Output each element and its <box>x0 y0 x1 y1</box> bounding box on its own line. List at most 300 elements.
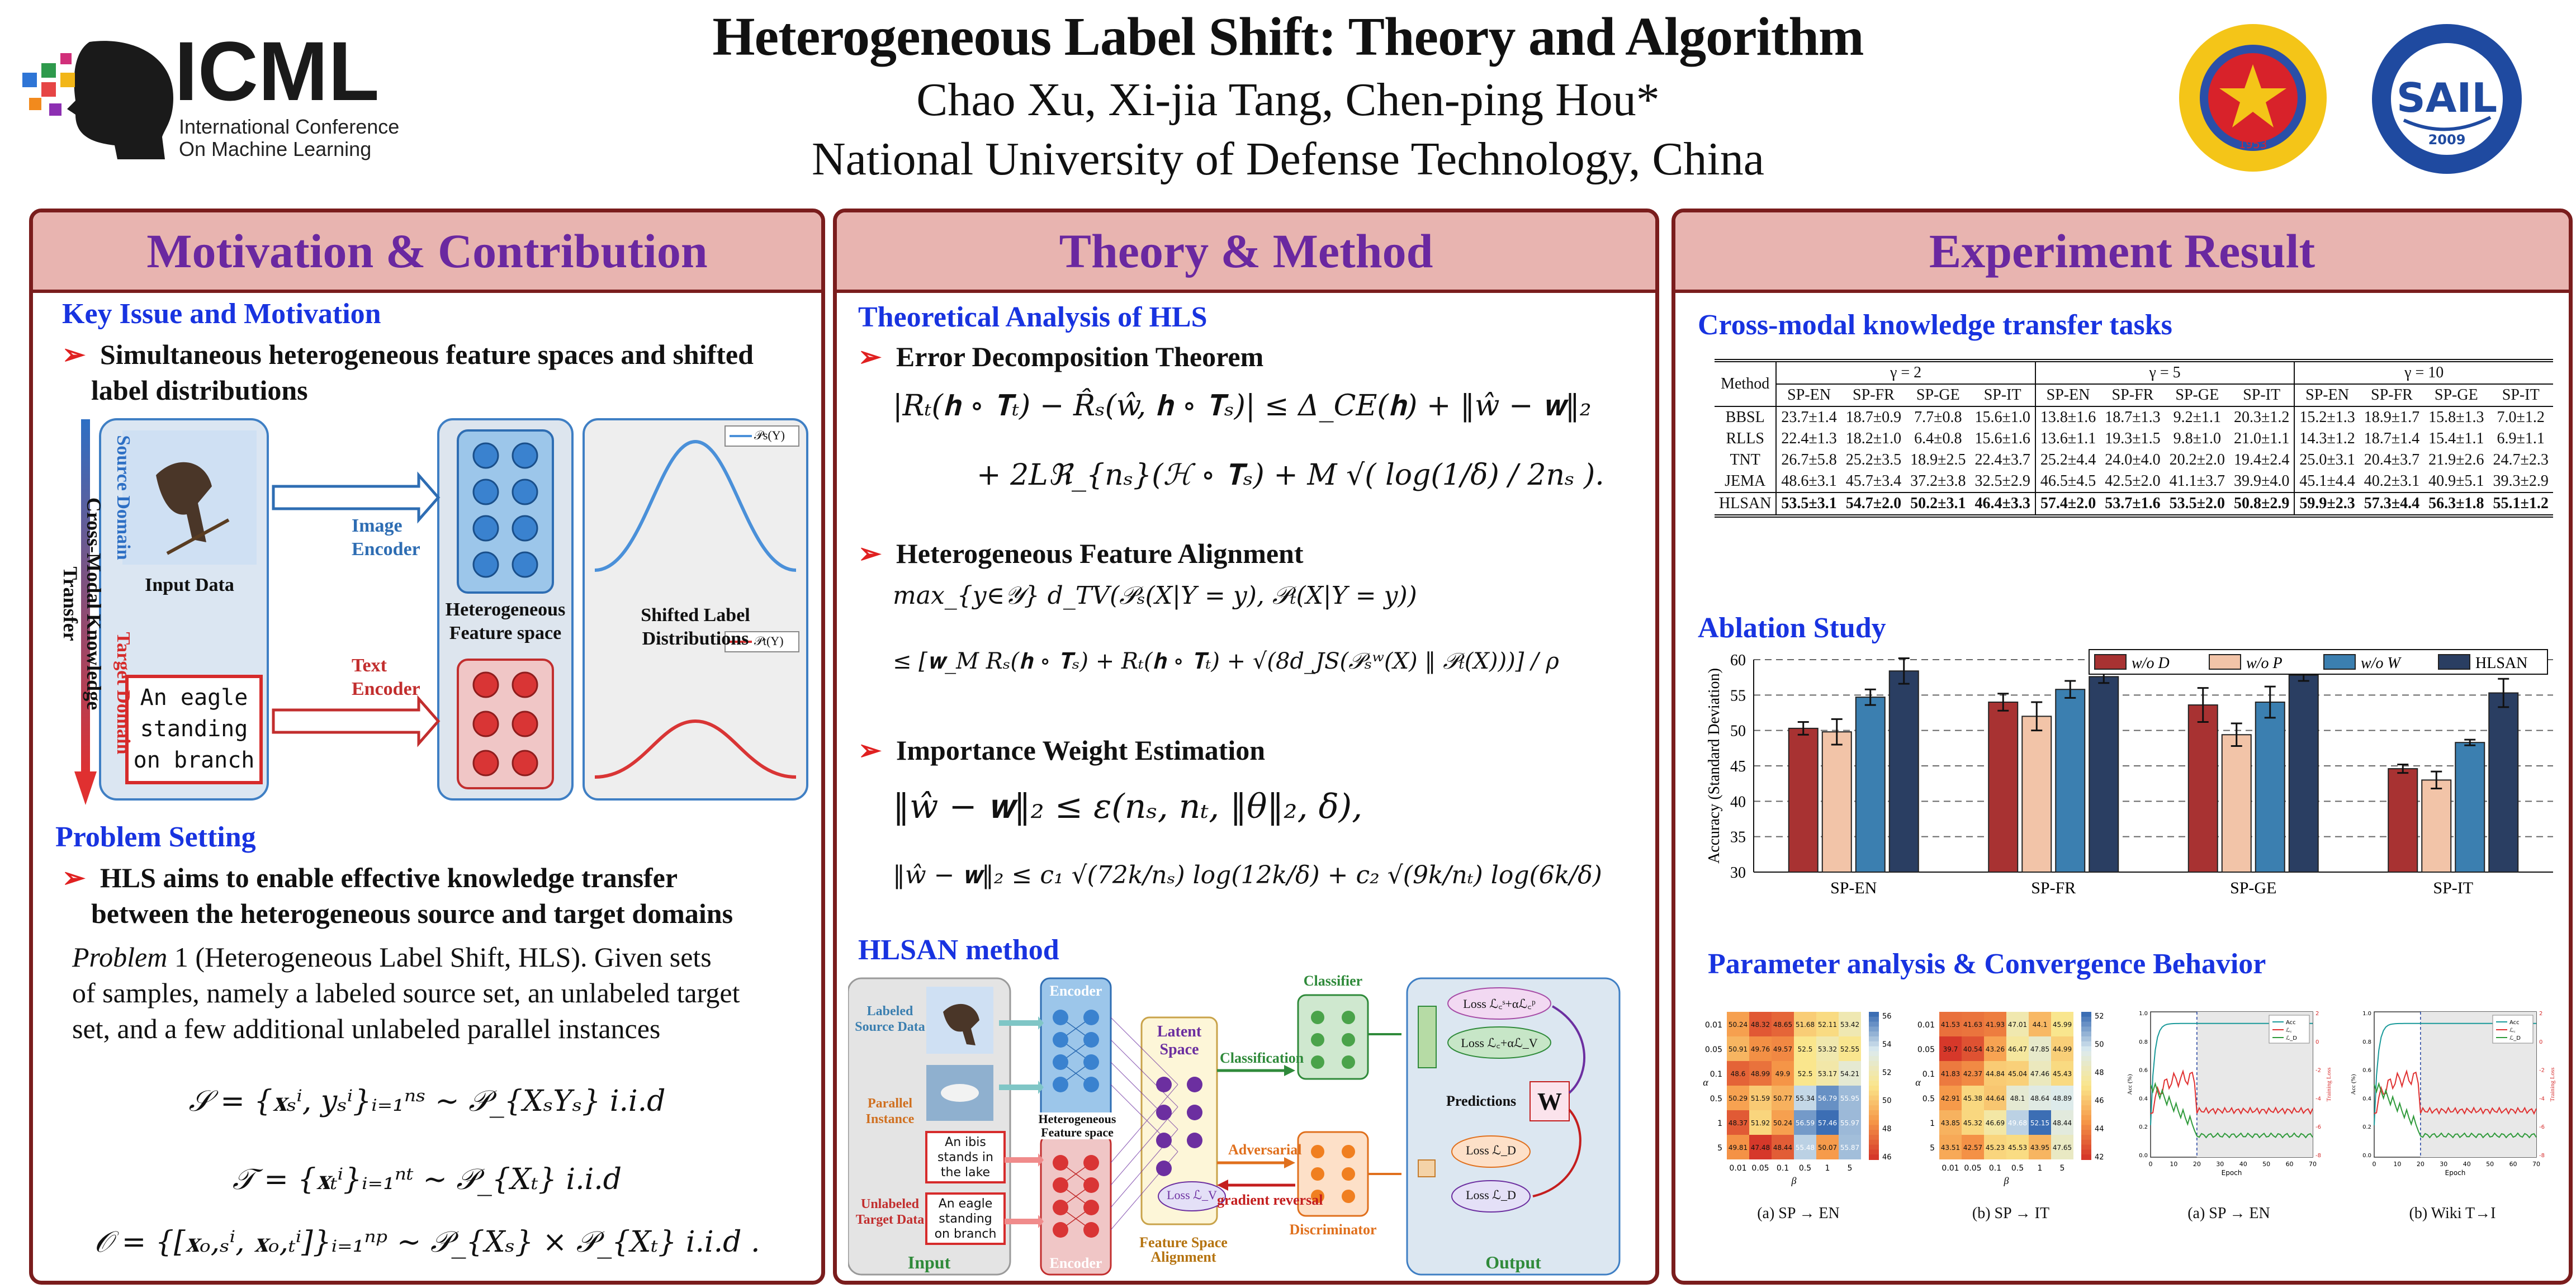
table-cell: 7.7±0.8 <box>1914 409 1962 426</box>
y-left-tick: 0.8 <box>2139 1039 2148 1045</box>
y-right-tick: -2 <box>2315 1067 2321 1074</box>
table-cell: 46.4±3.3 <box>1970 493 2035 516</box>
colorbar-segment <box>1869 1066 1879 1072</box>
encoder-top-label: Encoder <box>1049 983 1102 999</box>
colorbar-segment <box>2081 1061 2091 1067</box>
arrow-bullet-icon: ➢ <box>62 339 86 370</box>
colorbar-segment <box>2081 1086 2091 1091</box>
heat-row-label: 0.5 <box>1922 1095 1935 1104</box>
x-tick: 70 <box>2532 1161 2540 1168</box>
y-right-tick: 2 <box>2315 1011 2319 1017</box>
table-cell: 54.7±2.0 <box>1841 493 1906 516</box>
heat-row-label: 0.05 <box>1917 1045 1935 1054</box>
colorbar-segment <box>2081 1081 2091 1086</box>
colorbar-tick: 52 <box>1882 1068 1892 1077</box>
bullet-hls: ➢ HLS aims to enable effective knowledge transfer between the heterogeneous source and target domains <box>62 862 733 929</box>
y-left-tick: 0.2 <box>2139 1124 2148 1131</box>
y-left-tick: 0.4 <box>2362 1096 2371 1102</box>
table-cell: 39.3±2.9 <box>2493 472 2549 490</box>
y-left-tick: 0.2 <box>2362 1124 2371 1131</box>
heat-value: 43.26 <box>1985 1045 2005 1053</box>
method-name: JEMA <box>1715 471 1776 493</box>
legend-label: ℒ_D <box>2286 1035 2297 1041</box>
y-tick-label: 50 <box>1730 722 1746 740</box>
table-cell: 53.7±1.6 <box>2100 493 2165 516</box>
problem-statement: Problem 1 (Heterogeneous Label Shift, HLS). Given sets of samples, namely a labeled source set, an unlabeled target set, and a few additional unlabeled parallel instances <box>72 941 740 1044</box>
colorbar-segment <box>1869 1036 1879 1042</box>
x-tick: 10 <box>2393 1161 2402 1168</box>
x-tick: 70 <box>2309 1161 2317 1168</box>
heat-value: 52.11 <box>1817 1021 1838 1029</box>
colorbar-segment <box>1869 1031 1879 1037</box>
heat-row-label: 0.01 <box>1704 1021 1722 1030</box>
heat-value: 52.55 <box>1840 1045 1860 1053</box>
y-right-label: Training Loss <box>2549 1067 2556 1102</box>
colorbar-segment <box>2081 1145 2091 1150</box>
colorbar-segment <box>2081 1076 2091 1081</box>
heat-value: 49.68 <box>2007 1119 2028 1127</box>
loss-d2-label: Loss ℒ_D <box>1466 1188 1516 1202</box>
colorbar-segment <box>1869 1145 1879 1150</box>
heat-value: 55.95 <box>1840 1095 1860 1102</box>
legend-label: Acc <box>2509 1020 2520 1026</box>
table-cell: 6.9±1.1 <box>2497 430 2545 447</box>
bar <box>2022 716 2051 872</box>
y-left-tick: 1.0 <box>2362 1011 2371 1017</box>
colorbar-segment <box>1869 1110 1879 1116</box>
colorbar-segment <box>2081 1096 2091 1101</box>
table-cell: 57.3±4.4 <box>2360 493 2424 516</box>
table-cell: 13.8±1.6 <box>2040 409 2096 426</box>
bar <box>2289 675 2318 872</box>
heat-col-label: 1 <box>2037 1164 2043 1173</box>
table-cell: 15.4±1.1 <box>2428 430 2484 447</box>
legend-swatch <box>2095 655 2126 669</box>
group-header: γ = 2 <box>1776 361 2035 384</box>
colorbar-segment <box>2081 1105 2091 1111</box>
colorbar-segment <box>1869 1154 1879 1160</box>
icml-wordmark: ICML <box>174 24 380 118</box>
table-cell: 53.5±3.1 <box>1776 493 1841 516</box>
colorbar-segment <box>2081 1031 2091 1037</box>
legend-label: w/o P <box>2246 655 2283 672</box>
x-tick: 10 <box>2170 1161 2178 1168</box>
x-tick-label: SP-GE <box>2230 879 2277 897</box>
y-left-tick: 0.0 <box>2362 1153 2371 1159</box>
legend-label: Acc <box>2286 1020 2296 1026</box>
heat-value: 53.42 <box>1840 1021 1860 1029</box>
colorbar-segment <box>2081 1056 2091 1062</box>
heat-value: 50.24 <box>1728 1021 1748 1029</box>
x-tick: 50 <box>2262 1161 2271 1168</box>
classification-label: Classification <box>1220 1050 1304 1066</box>
table-cell: 41.1±3.7 <box>2169 472 2225 490</box>
heat-value: 45.38 <box>1963 1095 1983 1102</box>
heat-value: 44.64 <box>1985 1095 2005 1102</box>
heat-value: 49.57 <box>1773 1045 1793 1053</box>
colorbar-segment <box>1869 1046 1879 1052</box>
x-tick: 50 <box>2486 1161 2494 1168</box>
x-tick: 40 <box>2463 1161 2471 1168</box>
loss1-label: Loss ℒ꜀ˢ+αℒ꜀ᵖ <box>1463 997 1536 1011</box>
column-header: SP-FR <box>1841 384 1906 406</box>
colorbar-segment <box>1869 1096 1879 1101</box>
heat-value: 48.37 <box>1728 1119 1748 1127</box>
table-cell: 18.7±1.3 <box>2105 409 2161 426</box>
y-right-tick: 0 <box>2315 1039 2319 1045</box>
hetero-space-label: Heterogeneous Feature space <box>445 599 566 643</box>
table-row <box>1715 449 2553 471</box>
colorbar-segment <box>1869 1130 1879 1135</box>
colorbar-segment <box>1869 1105 1879 1111</box>
x-tick: 30 <box>2440 1161 2448 1168</box>
heat-y-label: α <box>1915 1077 1921 1088</box>
heat-value: 43.95 <box>2030 1144 2050 1152</box>
heat-value: 57.46 <box>1817 1119 1838 1127</box>
colorbar-tick: 48 <box>2095 1068 2104 1077</box>
heat-value: 52.5 <box>1797 1070 1813 1078</box>
hetero-space-label: Heterogeneous Feature space <box>1027 1112 1128 1139</box>
column-header: SP-GE <box>2424 384 2488 406</box>
bar <box>2489 693 2518 872</box>
x-tick-label: SP-IT <box>2433 879 2474 897</box>
heat-y-label: α <box>1703 1077 1708 1088</box>
x-tick-label: SP-EN <box>1830 879 1877 897</box>
table-cell: 9.8±1.0 <box>2173 430 2221 447</box>
svg-text:SAIL: SAIL <box>2396 74 2498 121</box>
heatmap-caption: (a) SP → EN <box>1757 1205 1840 1222</box>
heat-row-label: 0.5 <box>1710 1095 1722 1104</box>
y-tick-label: 40 <box>1730 793 1746 811</box>
eagle-text-sample: An eagle standing on branch <box>934 1197 997 1241</box>
parallel-instance-label: Parallel Instance <box>865 1096 915 1126</box>
colorbar-segment <box>1869 1125 1879 1130</box>
heat-row-label: 5 <box>1717 1144 1722 1153</box>
ibis-text-sample: An ibis stands in the lake <box>937 1135 993 1180</box>
legend-swatch <box>2324 655 2355 669</box>
legend-label: ℒ꜀ <box>2509 1027 2516 1034</box>
poster-authors: Chao Xu, Xi-jia Tang, Chen-ping Hou* <box>916 74 1660 126</box>
heat-value: 44.1 <box>2032 1021 2048 1029</box>
loss-lv-label: Loss ℒ_V <box>1167 1188 1217 1202</box>
unlabeled-target-label: Unlabeled Target Data <box>855 1197 925 1227</box>
heat-col-label: 5 <box>2059 1164 2065 1173</box>
bullet-issue: ➢ Simultaneous heterogeneous feature spaces and shifted label distributions <box>62 339 754 406</box>
colorbar-segment <box>2081 1026 2091 1032</box>
heat-value: 39.7 <box>1943 1045 1958 1053</box>
icml-sub1: International Conference <box>179 115 400 138</box>
y-right-tick: -6 <box>2539 1124 2545 1131</box>
table-cell: 18.9±2.5 <box>1910 451 1966 468</box>
heat-col-label: 0.05 <box>1751 1164 1769 1173</box>
colorbar-segment <box>2081 1135 2091 1140</box>
y-right-label: Training Loss <box>2326 1067 2332 1102</box>
colorbar-tick: 50 <box>2095 1040 2104 1049</box>
problem-setting-heading: Problem Setting <box>55 821 256 853</box>
table-cell: 46.5±4.5 <box>2040 472 2096 490</box>
heat-value: 50.07 <box>1817 1144 1838 1152</box>
colorbar-segment <box>2081 1071 2091 1077</box>
shifted-label-label: Shifted Label Distributions <box>641 605 750 649</box>
heat-row-label: 5 <box>1930 1144 1935 1153</box>
discriminator-label: Discriminator <box>1289 1221 1377 1238</box>
table-cell: 37.2±3.8 <box>1910 472 1966 490</box>
convergence-sp-en <box>2123 1006 2335 1224</box>
heat-value: 47.65 <box>2052 1144 2072 1152</box>
heat-value: 40.54 <box>1963 1045 1983 1053</box>
heat-value: 45.23 <box>1985 1144 2005 1152</box>
legend-label: ℒ_D <box>2509 1035 2521 1041</box>
heat-value: 48.1 <box>2010 1095 2025 1102</box>
column-header: SP-EN <box>2294 384 2359 406</box>
x-tick: 40 <box>2239 1161 2247 1168</box>
table-cell: 23.7±1.4 <box>1781 409 1837 426</box>
colorbar-segment <box>1869 1149 1879 1155</box>
heatmap-caption: (b) SP → IT <box>1972 1205 2050 1222</box>
y-tick-label: 45 <box>1730 758 1746 775</box>
colorbar-tick: 52 <box>2095 1012 2104 1021</box>
heat-col-label: 0.1 <box>1988 1164 2002 1173</box>
adversarial-label: Adversarial <box>1228 1142 1302 1158</box>
heat-col-label: 0.5 <box>2011 1164 2024 1173</box>
legend <box>2089 650 2547 674</box>
table-cell: 18.7±0.9 <box>1845 409 1902 426</box>
convergence-wiki <box>2346 1006 2559 1224</box>
heat-value: 42.37 <box>1963 1070 1983 1078</box>
heat-value: 48.64 <box>2030 1095 2050 1102</box>
heat-value: 52.15 <box>2030 1119 2050 1127</box>
table-cell: 13.6±1.1 <box>2040 430 2096 447</box>
heat-value: 42.91 <box>1940 1095 1961 1102</box>
colorbar-segment <box>1869 1041 1879 1047</box>
eq-target-set: 𝒯 = {𝐱ₜⁱ}ᵢ₌₁ⁿᵗ ∼ 𝒫_{Xₜ} i.i.d <box>232 1163 622 1196</box>
grl-label: gradient reversal <box>1217 1192 1323 1208</box>
heat-value: 44.84 <box>1985 1070 2005 1078</box>
x-label: Epoch <box>2445 1169 2466 1177</box>
bar <box>2189 705 2218 872</box>
colorbar-segment <box>1869 1061 1879 1067</box>
table-cell: 21.0±1.1 <box>2229 428 2294 449</box>
method-col-header: Method <box>1715 361 1776 406</box>
colorbar-segment <box>1869 1012 1879 1017</box>
classifier-label: Classifier <box>1303 973 1363 989</box>
table-cell: 15.6±1.6 <box>1970 428 2035 449</box>
results-table-wrap <box>1715 359 2553 518</box>
heat-col-label: 0.1 <box>1776 1164 1789 1173</box>
text-encoder-label: Text Encoder <box>352 655 420 699</box>
thm-feature-align: ➢ Heterogeneous Feature Alignment <box>858 538 1304 569</box>
heat-col-label: 0.5 <box>1798 1164 1812 1173</box>
heat-value: 50.91 <box>1728 1045 1748 1053</box>
nudt-seal <box>2177 22 2328 173</box>
table-cell: 26.7±5.8 <box>1781 451 1837 468</box>
ablation-chart-svg <box>1698 648 2559 906</box>
arrow-bullet-icon: ➢ <box>62 862 86 893</box>
theory-panel <box>833 209 1659 1285</box>
colorbar-segment <box>2081 1036 2091 1042</box>
table-row <box>1715 493 2553 516</box>
heat-value: 55.48 <box>1795 1144 1815 1152</box>
eq-weight-bound-1: ‖ŵ − 𝐰‖₂ ≤ ε(nₛ, nₜ, ‖θ‖₂, δ), <box>893 787 1363 826</box>
table-cell: 25.2±4.4 <box>2040 451 2096 468</box>
table-cell: 45.1±4.4 <box>2299 472 2355 490</box>
column-header: SP-EN <box>2035 384 2100 406</box>
heat-value: 48.44 <box>2052 1119 2072 1127</box>
latent-space-label: Latent Space <box>1157 1023 1202 1058</box>
heat-value: 48.44 <box>1773 1144 1793 1152</box>
group-header: γ = 5 <box>2035 361 2295 384</box>
thm-error-decomp: ➢ Error Decomposition Theorem <box>858 341 1264 372</box>
heat-value: 45.99 <box>2052 1021 2072 1029</box>
cross-modal-figure <box>59 408 816 811</box>
bar <box>2256 702 2285 872</box>
bar <box>2388 769 2417 872</box>
heat-value: 50.77 <box>1773 1095 1793 1102</box>
bar <box>2422 780 2451 872</box>
table-cell: 15.6±1.0 <box>1970 406 2035 428</box>
heat-row-label: 0.1 <box>1922 1070 1935 1079</box>
colorbar-segment <box>1869 1056 1879 1062</box>
table-cell: 18.2±1.0 <box>1845 430 1902 447</box>
heat-value: 50.29 <box>1728 1095 1748 1102</box>
colorbar-segment <box>1869 1100 1879 1106</box>
heat-value: 48.99 <box>1750 1070 1770 1078</box>
cross-modal-heading: Cross-modal knowledge transfer tasks <box>1698 309 2172 341</box>
colorbar-segment <box>2081 1149 2091 1155</box>
convergence-caption: (a) SP → EN <box>2187 1205 2270 1222</box>
colorbar-segment <box>1869 1135 1879 1140</box>
loss2-label: Loss ℒ꜀+αℒ_V <box>1461 1036 1538 1050</box>
column-header: SP-GE <box>2165 384 2229 406</box>
y-right-tick: 2 <box>2539 1011 2543 1017</box>
table-cell: 50.2±3.1 <box>1906 493 1970 516</box>
thm-weight-est: ➢ Importance Weight Estimation <box>858 735 1266 766</box>
colorbar-segment <box>1869 1081 1879 1086</box>
eq-parallel-set: 𝒪 = {[𝐱ₒ,ₛⁱ, 𝐱ₒ,ₜⁱ]}ᵢ₌₁ⁿᵖ ∼ 𝒫_{Xₛ} × 𝒫_{Xₜ} i.i.d . <box>94 1225 760 1259</box>
y-left-tick: 0.0 <box>2139 1153 2148 1159</box>
heat-value: 45.43 <box>2052 1070 2072 1078</box>
y-tick-label: 55 <box>1730 687 1746 705</box>
motivation-panel <box>29 209 825 1285</box>
legend-ps: 𝒫s(Y) <box>754 428 785 442</box>
ablation-chart <box>1698 648 2559 906</box>
colorbar-tick: 46 <box>1882 1153 1892 1162</box>
svg-text:2009: 2009 <box>2428 132 2466 148</box>
colorbar-segment <box>2081 1046 2091 1052</box>
table-row <box>1715 428 2553 449</box>
heatmap-sp-en <box>1698 1006 1899 1224</box>
hlsan-architecture <box>848 973 1653 1280</box>
hlsan-heading: HLSAN method <box>858 934 1059 966</box>
heat-value: 56.79 <box>1817 1095 1838 1102</box>
y-right-tick: -8 <box>2315 1153 2321 1159</box>
colorbar-segment <box>1869 1026 1879 1032</box>
heat-x-label: β <box>1791 1175 1797 1186</box>
heat-value: 51.59 <box>1750 1095 1770 1102</box>
method-name: BBSL <box>1715 406 1776 428</box>
heat-row-label: 0.01 <box>1917 1021 1935 1030</box>
table-cell: 45.7±3.4 <box>1845 472 1902 490</box>
table-cell: 25.2±3.5 <box>1845 451 1902 468</box>
bar <box>1822 732 1852 872</box>
method-name: HLSAN <box>1715 493 1776 516</box>
table-cell: 18.9±1.7 <box>2364 409 2420 426</box>
heat-value: 56.59 <box>1795 1119 1815 1127</box>
table-cell: 20.4±3.7 <box>2364 451 2420 468</box>
heat-col-label: 0.01 <box>1942 1164 1959 1173</box>
table-row <box>1715 406 2553 428</box>
legend-swatch <box>2438 655 2470 669</box>
colorbar-segment <box>1869 1120 1879 1126</box>
heat-value: 54.21 <box>1840 1070 1860 1078</box>
colorbar-segment <box>1869 1071 1879 1077</box>
heat-value: 48.6 <box>1730 1070 1746 1078</box>
x-tick: 0 <box>2372 1161 2376 1168</box>
heat-value: 47.46 <box>2030 1070 2050 1078</box>
heat-col-label: 1 <box>1825 1164 1830 1173</box>
table-cell: 25.0±3.1 <box>2299 451 2355 468</box>
heat-value: 48.32 <box>1750 1021 1770 1029</box>
x-tick: 60 <box>2509 1161 2517 1168</box>
heatmap-sp-it <box>1910 1006 2111 1224</box>
column-header: SP-IT <box>2229 384 2294 406</box>
heat-x-label: β <box>2004 1175 2009 1186</box>
colorbar-segment <box>2081 1120 2091 1126</box>
column-header: SP-GE <box>1906 384 1970 406</box>
colorbar-segment <box>1869 1091 1879 1096</box>
heat-value: 46.69 <box>1985 1119 2005 1127</box>
colorbar-segment <box>1869 1051 1879 1057</box>
icml-sub2: On Machine Learning <box>179 138 372 160</box>
results-body <box>1715 406 2553 516</box>
convergence-caption: (b) Wiki T→I <box>2409 1205 2496 1222</box>
table-cell: 6.4±0.8 <box>1914 430 1962 447</box>
arrow-bullet-icon: ➢ <box>858 341 882 372</box>
svg-text:1953: 1953 <box>2238 138 2267 151</box>
eq-error-bound-1: |Rₜ(𝐡 ∘ 𝐓ₜ) − R̂ₛ(ŵ, 𝐡 ∘ 𝐓ₛ)| ≤ Δ_CE(𝐡) + ‖ŵ − 𝐰‖₂ <box>893 389 1592 423</box>
colorbar-tick: 46 <box>2095 1097 2104 1106</box>
table-cell: 18.7±1.4 <box>2364 430 2420 447</box>
heat-row-label: 0.1 <box>1710 1070 1722 1079</box>
legend-pt: 𝒫t(Y) <box>754 634 784 648</box>
heat-value: 53.32 <box>1817 1045 1838 1053</box>
heat-value: 48.65 <box>1773 1021 1793 1029</box>
bar <box>1789 728 1818 872</box>
table-cell: 20.2±2.0 <box>2169 451 2225 468</box>
source-domain-label: Source Domain <box>113 435 134 560</box>
table-cell: 20.3±1.2 <box>2229 406 2294 428</box>
colorbar-segment <box>2081 1017 2091 1022</box>
column-header: SP-IT <box>1970 384 2035 406</box>
colorbar-tick: 54 <box>1882 1040 1892 1049</box>
eq-tv-bound-1: max_{y∈𝒴} d_TV(𝒫ₛ(X|Y = y), 𝒫ₜ(X|Y = y)) <box>893 581 1417 610</box>
column-header: SP-FR <box>2100 384 2165 406</box>
colorbar-tick: 50 <box>1882 1097 1892 1106</box>
table-cell: 59.9±2.3 <box>2294 493 2359 516</box>
heat-col-label: 5 <box>1847 1164 1853 1173</box>
colorbar-segment <box>2081 1154 2091 1160</box>
loss-d1-label: Loss ℒ_D <box>1466 1143 1516 1157</box>
table-cell: 15.2±1.3 <box>2299 409 2355 426</box>
table-cell: 57.4±2.0 <box>2035 493 2100 516</box>
legend-label: w/o W <box>2361 655 2400 672</box>
heat-value: 47.85 <box>2030 1045 2050 1053</box>
heat-value: 55.34 <box>1795 1095 1815 1102</box>
legend-label: HLSAN <box>2475 655 2528 672</box>
x-tick-label: SP-FR <box>2031 879 2076 897</box>
y-left-tick: 0.6 <box>2362 1067 2371 1074</box>
arrow-bullet-icon: ➢ <box>858 735 882 766</box>
